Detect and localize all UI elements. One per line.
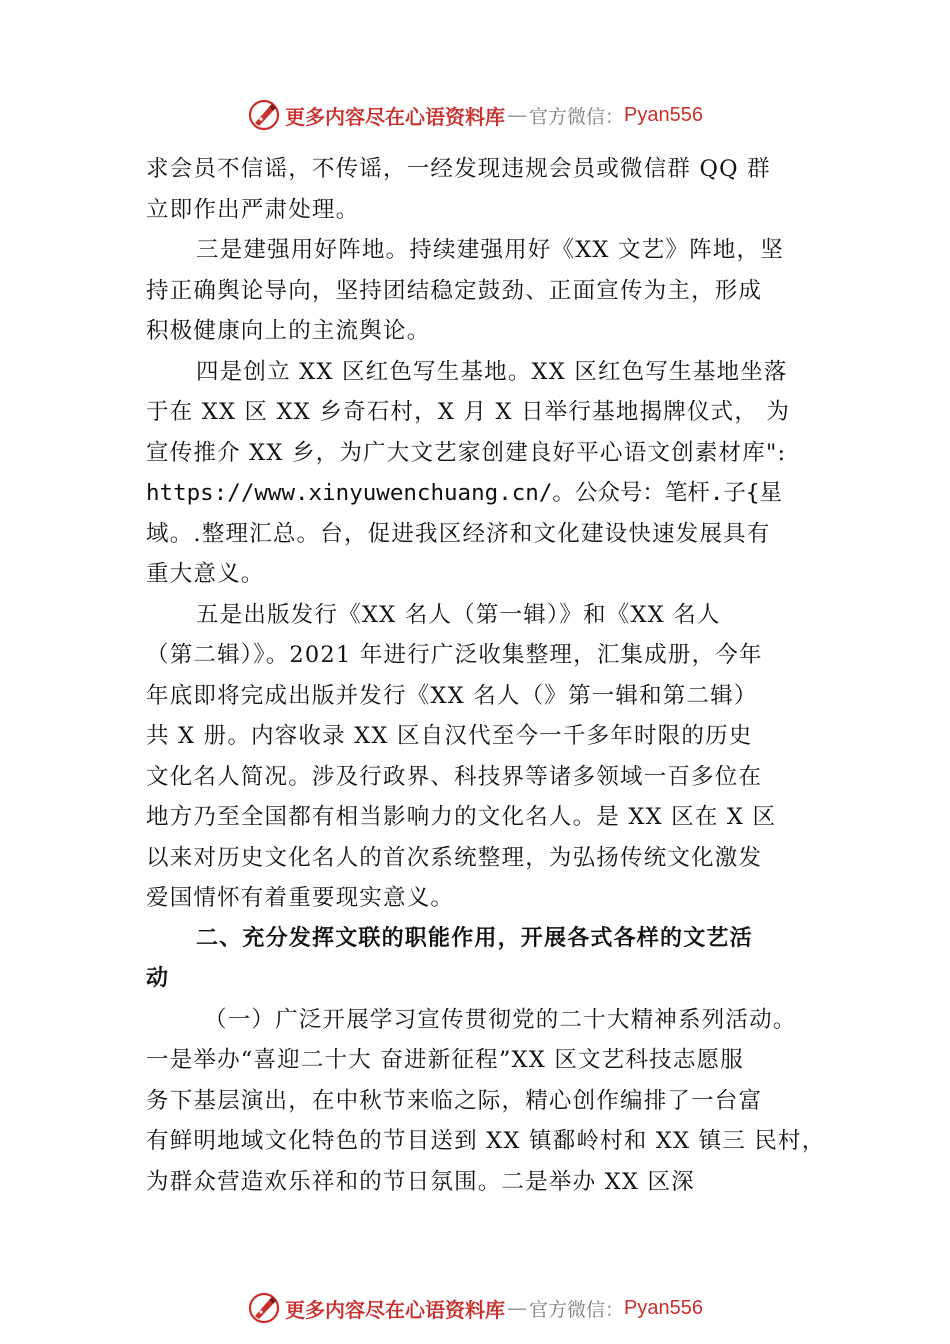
body-line: 一是举办“喜迎二十大 奋进新征程”XX 区文艺科技志愿服 bbox=[146, 1047, 744, 1073]
watermark-label: 官方微信 bbox=[529, 1298, 606, 1321]
watermark-label: 官方微信 bbox=[529, 105, 606, 128]
footer-watermark bbox=[0, 1288, 950, 1328]
body-line: 域。.整理汇总。台，促进我区经济和文化建设快速发展具有 bbox=[146, 520, 771, 547]
body-line: 有鲜明地域文化特色的节目送到 XX 镇鄱岭村和 XX 镇三 民村， bbox=[146, 1128, 826, 1154]
body-line: 宣传推介 XX 乡，为广大文艺家创建良好平心语文创素材库": bbox=[146, 439, 787, 466]
watermark-wechat-id: Pyan556 bbox=[624, 103, 703, 126]
body-line: 文化名人简况。涉及行政界、科技界等诸多领域一百多位在 bbox=[146, 763, 763, 790]
body-line: 爱国情怀有着重要现实意义。 bbox=[146, 885, 455, 911]
subsection-heading: （一）广泛开展学习宣传贯彻党的二十大精神系列活动。 bbox=[204, 1006, 797, 1033]
pen-logo-icon bbox=[247, 98, 281, 132]
body-line: 五是出版发行《XX 名人（第一辑）》和《XX 名人 bbox=[196, 601, 721, 628]
body-line: 三是建强用好阵地。持续建强用好《XX 文艺》阵地，坚 bbox=[196, 237, 784, 263]
body-line: 持正确舆论导向，坚持团结稳定鼓劲、正面宣传为主，形成 bbox=[146, 277, 763, 304]
pen-logo-icon bbox=[247, 1291, 281, 1325]
section-heading-cont: 动 bbox=[146, 966, 170, 991]
body-line: 重大意义。 bbox=[146, 561, 265, 587]
body-line: 四是创立 XX 区红色写生基地。XX 区红色写生基地坐落 bbox=[196, 358, 788, 385]
body-line: 立即作出严肃处理。 bbox=[146, 196, 360, 223]
watermark-brand: 更多内容尽在心语资料库 bbox=[285, 1297, 505, 1322]
document-body bbox=[146, 149, 826, 1202]
watermark-separator: — bbox=[507, 1296, 527, 1320]
watermark-colon: ： bbox=[605, 1298, 625, 1321]
section-heading: 二、充分发挥文联的职能作用，开展各式各样的文艺活 bbox=[196, 925, 753, 951]
body-line: 地方乃至全国都有相当影响力的文化名人。是 XX 区在 X 区 bbox=[146, 804, 777, 830]
body-line: 于在 XX 区 XX 乡奇石村，X 月 X 日举行基地揭牌仪式， 为 bbox=[146, 399, 791, 425]
body-line: 共 X 册。内容收录 XX 区自汉代至今一千多年时限的历史 bbox=[146, 723, 753, 749]
body-line: 积极健康向上的主流舆论。 bbox=[146, 318, 431, 344]
body-line: 为群众营造欢乐祥和的节日氛围。二是举办 XX 区深 bbox=[146, 1168, 695, 1195]
body-line: https://www.xinyuwenchuang.cn/。公众号：笔杆.子{星 bbox=[146, 480, 782, 506]
watermark-colon: ： bbox=[605, 105, 625, 128]
watermark-wechat-id: Pyan556 bbox=[624, 1296, 703, 1319]
watermark-separator: — bbox=[507, 103, 527, 127]
body-line: 以来对历史文化名人的首次系统整理，为弘扬传统文化激发 bbox=[146, 844, 763, 871]
watermark-brand: 更多内容尽在心语资料库 bbox=[285, 104, 505, 129]
body-line: 求会员不信谣，不传谣，一经发现违规会员或微信群 QQ 群 bbox=[146, 156, 771, 182]
body-line: 务下基层演出，在中秋节来临之际，精心创作编排了一台富 bbox=[146, 1087, 763, 1114]
header-watermark bbox=[0, 95, 950, 135]
body-line: （第二辑）》。2021 年进行广泛收集整理，汇集成册，今年 bbox=[146, 642, 763, 668]
body-line: 年底即将完成出版并发行《XX 名人（》第一辑和第二辑） bbox=[146, 682, 758, 709]
